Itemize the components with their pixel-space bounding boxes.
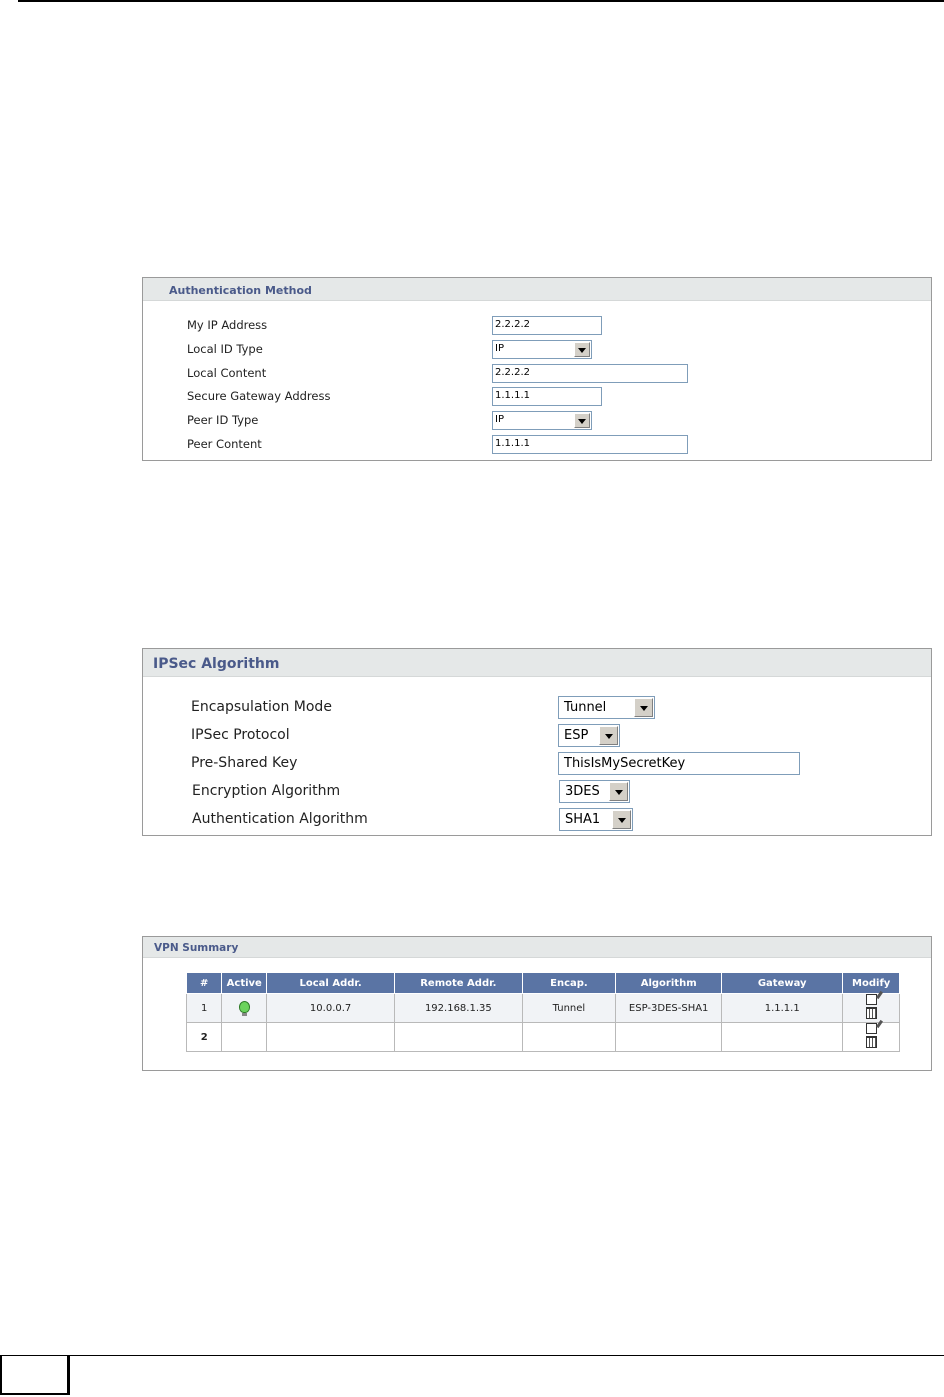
local-content-input[interactable]: 2.2.2.2 [492, 364, 688, 383]
page-number-box [0, 1356, 70, 1395]
active-cell [222, 994, 267, 1023]
gateway-cell: 1.1.1.1 [722, 994, 843, 1023]
field-label: IPSec Protocol [191, 727, 290, 743]
peer-id-type-select[interactable] [492, 411, 592, 430]
select-value: IP [495, 414, 504, 425]
authentication-method-panel [142, 277, 932, 461]
trash-icon[interactable] [866, 1036, 877, 1048]
active-cell [222, 1023, 267, 1052]
algorithm-cell: ESP-3DES-SHA1 [616, 994, 722, 1023]
edit-icon[interactable] [866, 994, 877, 1005]
column-header-number: # [187, 973, 222, 994]
table-row [187, 1023, 900, 1052]
field-label: Secure Gateway Address [187, 389, 331, 403]
pre-shared-key-input[interactable]: ThisIsMySecretKey [558, 752, 800, 775]
modify-cell [843, 994, 900, 1023]
column-header-gateway: Gateway [722, 973, 843, 994]
modify-actions [864, 994, 878, 1019]
field-label: Peer Content [187, 437, 262, 451]
column-header-algorithm: Algorithm [616, 973, 722, 994]
panel-title: IPSec Algorithm [143, 649, 931, 677]
encap-cell [522, 1023, 616, 1052]
chevron-down-icon[interactable] [574, 413, 590, 428]
row-number: 2 [187, 1023, 222, 1052]
top-rule [18, 0, 944, 2]
remote-addr-cell: 192.168.1.35 [395, 994, 523, 1023]
panel-title: Authentication Method [143, 278, 931, 301]
lightbulb-icon [239, 1001, 250, 1013]
column-header-local-addr: Local Addr. [267, 973, 395, 994]
column-header-modify: Modify [843, 973, 900, 994]
field-label: Encapsulation Mode [191, 699, 332, 715]
field-label: Authentication Algorithm [192, 811, 368, 827]
chevron-down-icon[interactable] [612, 810, 631, 829]
vpn-summary-panel [142, 936, 932, 1071]
chevron-down-icon[interactable] [599, 726, 618, 745]
modify-actions [864, 1023, 878, 1048]
local-addr-cell [267, 1023, 395, 1052]
chevron-down-icon[interactable] [609, 782, 628, 801]
select-value: Tunnel [564, 700, 607, 715]
column-header-active: Active [222, 973, 267, 994]
select-value: IP [495, 343, 504, 354]
modify-cell [843, 1023, 900, 1052]
ipsec-protocol-select[interactable] [558, 724, 620, 747]
field-label: Encryption Algorithm [192, 783, 341, 799]
column-header-encap: Encap. [522, 973, 616, 994]
row-number: 1 [187, 994, 222, 1023]
algorithm-cell [616, 1023, 722, 1052]
trash-icon[interactable] [866, 1007, 877, 1019]
table-row [187, 994, 900, 1023]
field-label: My IP Address [187, 318, 268, 332]
remote-addr-cell [395, 1023, 523, 1052]
vpn-summary-table [186, 972, 900, 1052]
table-header-row [187, 973, 900, 994]
chevron-down-icon[interactable] [634, 698, 653, 717]
authentication-algorithm-select[interactable] [559, 808, 633, 831]
field-label: Local ID Type [187, 342, 263, 356]
ipsec-algorithm-panel [142, 648, 932, 836]
chevron-down-icon[interactable] [574, 342, 590, 357]
encryption-algorithm-select[interactable] [559, 780, 630, 803]
select-value: ESP [564, 728, 589, 743]
field-label: Peer ID Type [187, 413, 259, 427]
select-value: 3DES [565, 784, 600, 799]
secure-gateway-address-input[interactable]: 1.1.1.1 [492, 387, 602, 406]
field-label: Pre-Shared Key [191, 755, 298, 771]
encapsulation-mode-select[interactable] [558, 696, 655, 719]
my-ip-address-input[interactable]: 2.2.2.2 [492, 316, 602, 335]
footer-rule [0, 1355, 944, 1356]
select-value: SHA1 [565, 812, 601, 827]
local-id-type-select[interactable] [492, 340, 592, 359]
panel-title: VPN Summary [143, 937, 931, 958]
field-label: Local Content [187, 366, 267, 380]
local-addr-cell: 10.0.0.7 [267, 994, 395, 1023]
encap-cell: Tunnel [522, 994, 616, 1023]
gateway-cell [722, 1023, 843, 1052]
edit-icon[interactable] [866, 1023, 877, 1034]
peer-content-input[interactable]: 1.1.1.1 [492, 435, 688, 454]
column-header-remote-addr: Remote Addr. [395, 973, 523, 994]
